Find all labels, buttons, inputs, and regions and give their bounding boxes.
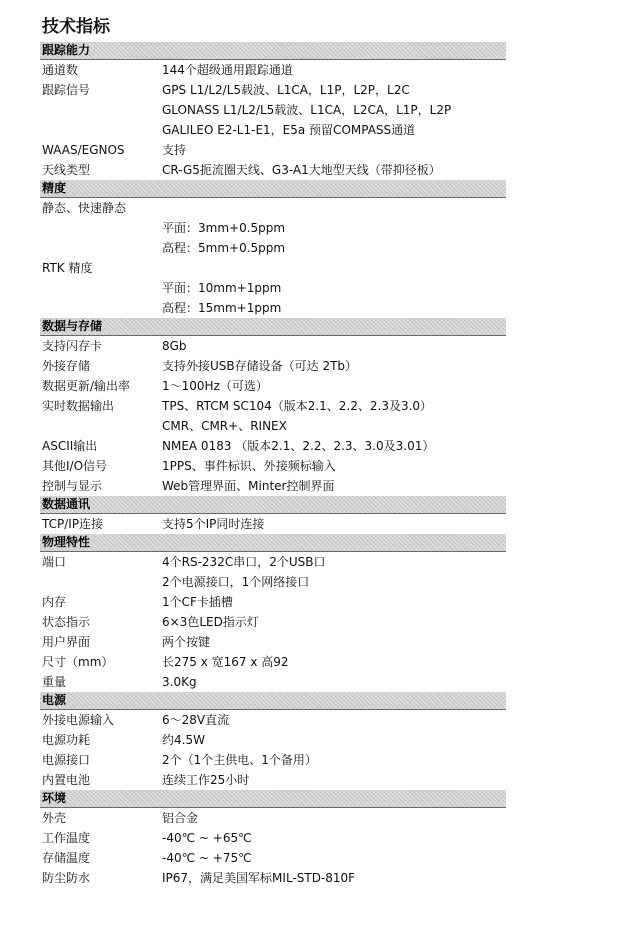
spec-value: IP67，满足美国军标MIL-STD-810F xyxy=(162,871,356,885)
spec-value: 长275 x 宽167 x 高92 xyxy=(162,655,289,669)
spec-values xyxy=(162,730,506,750)
spec-row xyxy=(40,376,506,396)
spec-value: 平面：10mm+1ppm xyxy=(162,281,282,295)
spec-value: 约4.5W xyxy=(162,733,205,747)
spec-values xyxy=(162,436,506,456)
spec-row xyxy=(40,672,506,692)
spec-value: TPS、RTCM SC104（版本2.1、2.2、2.3及3.0） xyxy=(162,399,433,413)
spec-value: 连续工作25小时 xyxy=(162,773,250,787)
spec-value: -40℃ ~ +65℃ xyxy=(162,831,252,845)
spec-values xyxy=(162,376,506,396)
spec-label: 电源功耗 xyxy=(42,733,91,747)
spec-row xyxy=(40,396,506,436)
spec-label: 内存 xyxy=(42,595,67,609)
spec-row xyxy=(40,336,506,356)
spec-row xyxy=(40,60,506,80)
spec-row xyxy=(40,808,506,828)
spec-label: 支持闪存卡 xyxy=(42,339,103,353)
spec-value: GALILEO E2-L1-E1，E5a 预留COMPASS通道 xyxy=(162,123,416,137)
section-header: 精度 xyxy=(40,180,506,198)
spec-label: 存储温度 xyxy=(42,851,91,865)
spec-values xyxy=(162,140,506,160)
spec-values xyxy=(162,258,506,278)
spec-value: 144个超级通用跟踪通道 xyxy=(162,63,293,77)
spec-value: 4个RS-232C串口，2个USB口 xyxy=(162,555,326,569)
spec-row xyxy=(40,612,506,632)
spec-values xyxy=(162,592,506,612)
spec-row xyxy=(40,456,506,476)
spec-label: 外接存储 xyxy=(42,359,91,373)
spec-label: 其他I/O信号 xyxy=(42,459,108,473)
spec-row xyxy=(40,80,506,140)
spec-section xyxy=(40,318,506,496)
spec-value: 支持 xyxy=(162,143,187,157)
spec-value: 6～28V直流 xyxy=(162,713,230,727)
spec-value: 6×3色LED指示灯 xyxy=(162,615,259,629)
spec-label: 数据更新/输出率 xyxy=(42,379,131,393)
spec-label xyxy=(40,278,162,318)
spec-label: 内置电池 xyxy=(42,773,91,787)
spec-label: 防尘防水 xyxy=(42,871,91,885)
spec-row xyxy=(40,436,506,456)
spec-label: TCP/IP连接 xyxy=(42,517,104,531)
spec-values xyxy=(162,456,506,476)
spec-row xyxy=(40,552,506,592)
spec-value: CMR、CMR+、RINEX xyxy=(162,419,287,433)
spec-values xyxy=(162,828,506,848)
spec-sections xyxy=(40,42,506,888)
spec-value: 8Gb xyxy=(162,339,187,353)
spec-row xyxy=(40,730,506,750)
spec-values xyxy=(162,336,506,356)
section-header: 跟踪能力 xyxy=(40,42,506,60)
spec-values xyxy=(162,356,506,376)
spec-value: 铝合金 xyxy=(162,811,199,825)
spec-value: 支持5个IP同时连接 xyxy=(162,517,265,531)
spec-value: CR-G5扼流圈天线、G3-A1大地型天线（带抑径板） xyxy=(162,163,441,177)
spec-value: 2个（1个主供电、1个备用） xyxy=(162,753,317,767)
spec-row xyxy=(40,710,506,730)
spec-value: 高程：5mm+0.5ppm xyxy=(162,241,286,255)
spec-value xyxy=(162,258,506,278)
spec-row xyxy=(40,750,506,770)
spec-label: 工作温度 xyxy=(42,831,91,845)
spec-row xyxy=(40,278,506,318)
spec-label: 控制与显示 xyxy=(42,479,103,493)
spec-values xyxy=(162,808,506,828)
spec-values xyxy=(162,476,506,496)
spec-label: 跟踪信号 xyxy=(42,83,91,97)
spec-row xyxy=(40,652,506,672)
spec-values xyxy=(162,632,506,652)
spec-value: GPS L1/L2/L5载波、L1CA，L1P，L2P，L2C xyxy=(162,83,410,97)
spec-label: 端口 xyxy=(42,555,67,569)
spec-value: 支持外接USB存储设备（可达 2Tb） xyxy=(162,359,358,373)
spec-label: 实时数据输出 xyxy=(42,399,115,413)
spec-label: 通道数 xyxy=(42,63,79,77)
spec-values xyxy=(162,750,506,770)
spec-section xyxy=(40,692,506,790)
spec-values xyxy=(162,218,506,258)
spec-values xyxy=(162,278,506,318)
spec-values xyxy=(162,868,506,888)
spec-value: Web管理界面、Minter控制界面 xyxy=(162,479,335,493)
spec-label: 重量 xyxy=(42,675,67,689)
spec-value: -40℃ ~ +75℃ xyxy=(162,851,252,865)
spec-label: 尺寸（mm） xyxy=(42,655,114,669)
spec-section xyxy=(40,180,506,318)
spec-value: 2个电源接口，1个网络接口 xyxy=(162,575,310,589)
spec-row xyxy=(40,476,506,496)
spec-label: 外接电源输入 xyxy=(42,713,115,727)
section-header: 环境 xyxy=(40,790,506,808)
spec-label: RTK 精度 xyxy=(42,261,93,275)
spec-value: 1PPS、事件标识、外接频标输入 xyxy=(162,459,336,473)
spec-value: 1个CF卡插槽 xyxy=(162,595,233,609)
spec-row xyxy=(40,592,506,612)
spec-values xyxy=(162,652,506,672)
spec-values xyxy=(162,612,506,632)
section-header: 物理特性 xyxy=(40,534,506,552)
spec-label: 电源接口 xyxy=(42,753,91,767)
section-header: 数据通讯 xyxy=(40,496,506,514)
spec-label xyxy=(40,218,162,258)
spec-row xyxy=(40,356,506,376)
spec-row xyxy=(40,140,506,160)
spec-value: 两个按键 xyxy=(162,635,211,649)
spec-values xyxy=(162,848,506,868)
spec-value: 3.0Kg xyxy=(162,675,197,689)
spec-label: 外壳 xyxy=(42,811,67,825)
spec-values xyxy=(162,198,506,218)
spec-row xyxy=(40,848,506,868)
spec-row xyxy=(40,160,506,180)
spec-value xyxy=(162,198,506,218)
spec-values xyxy=(162,672,506,692)
spec-label: 天线类型 xyxy=(42,163,91,177)
spec-value: 平面：3mm+0.5ppm xyxy=(162,221,286,235)
spec-row xyxy=(40,218,506,258)
spec-row xyxy=(40,258,506,278)
spec-section xyxy=(40,790,506,888)
spec-values xyxy=(162,552,506,592)
spec-values xyxy=(162,770,506,790)
spec-value: NMEA 0183 （版本2.1、2.2、2.3、3.0及3.01） xyxy=(162,439,435,453)
spec-label: 静态、快速静态 xyxy=(42,201,127,215)
spec-sheet xyxy=(40,14,506,888)
spec-row xyxy=(40,828,506,848)
spec-values xyxy=(162,396,506,436)
spec-values xyxy=(162,514,506,534)
spec-row xyxy=(40,198,506,218)
spec-section xyxy=(40,42,506,180)
spec-label: ASCII输出 xyxy=(42,439,98,453)
page-title: 技术指标 xyxy=(42,17,110,37)
spec-row xyxy=(40,770,506,790)
spec-values xyxy=(162,160,506,180)
spec-row xyxy=(40,632,506,652)
spec-section xyxy=(40,496,506,534)
spec-label: 状态指示 xyxy=(42,615,91,629)
spec-values xyxy=(162,60,506,80)
spec-row xyxy=(40,514,506,534)
spec-label: 用户界面 xyxy=(42,635,91,649)
spec-value: 高程：15mm+1ppm xyxy=(162,301,282,315)
spec-values xyxy=(162,710,506,730)
spec-values xyxy=(162,80,506,140)
spec-section xyxy=(40,534,506,692)
spec-value: 1～100Hz（可选） xyxy=(162,379,268,393)
spec-row xyxy=(40,868,506,888)
section-header: 数据与存储 xyxy=(40,318,506,336)
spec-value: GLONASS L1/L2/L5载波、L1CA，L2CA，L1P，L2P xyxy=(162,103,452,117)
section-header: 电源 xyxy=(40,692,506,710)
spec-label: WAAS/EGNOS xyxy=(42,143,125,157)
